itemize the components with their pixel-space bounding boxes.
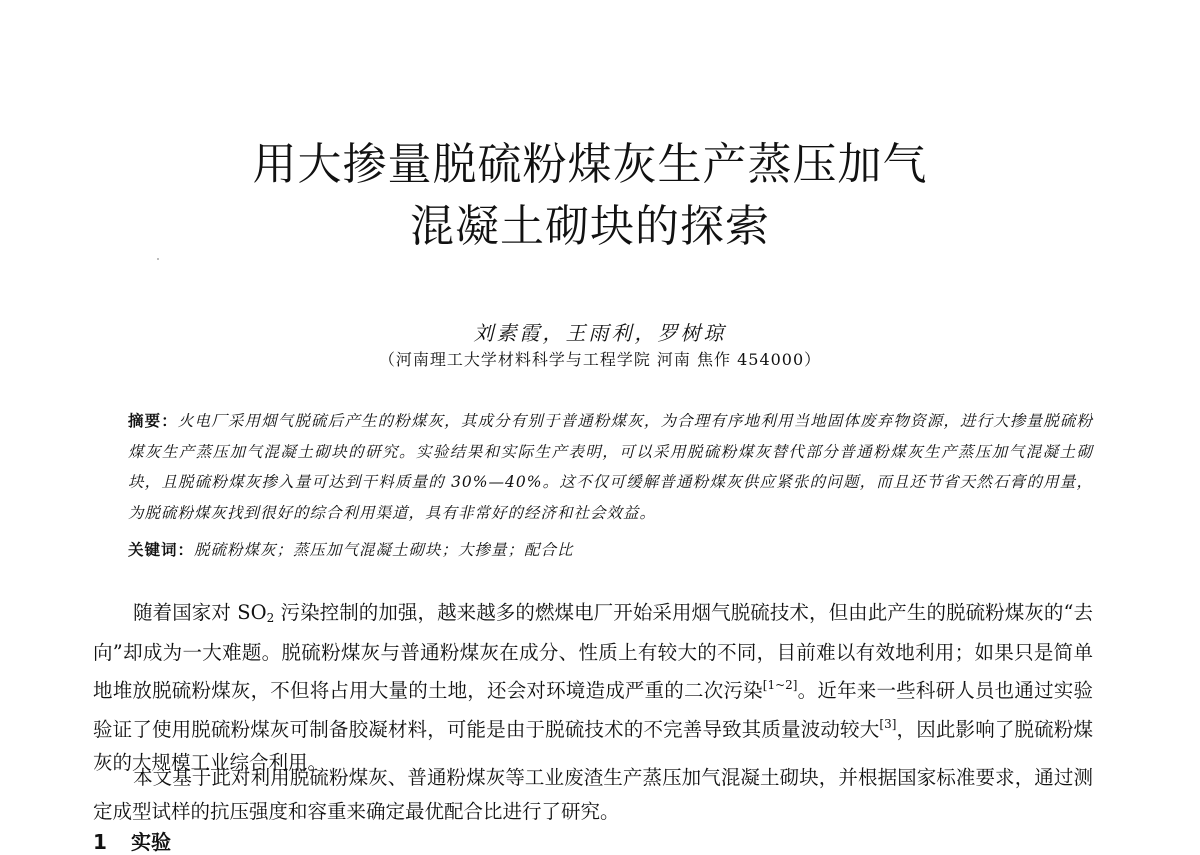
para1-text-1: 随着国家对 SO — [133, 601, 267, 624]
para1-subscript: 2 — [266, 611, 275, 625]
citation-1-2: [1~2] — [762, 678, 798, 692]
abstract-label: 摘要： — [128, 411, 178, 430]
keywords-label: 关键词： — [128, 540, 195, 559]
scan-speck — [157, 258, 159, 260]
affiliation: （河南理工大学材料科学与工程学院 河南 焦作 454000） — [378, 350, 822, 369]
abstract — [128, 406, 1093, 528]
section-number: 1 — [93, 830, 107, 854]
para1-text-3: 。近年来一些科研人员也通过实验验证了使用脱硫粉煤灰可制备胶凝材料，可能是由于脱硫技术的不完善导致其质量波动较大 — [93, 679, 1093, 741]
para1-text-4: ，因此影响了脱硫粉煤灰的大规模工业综合利用。 — [93, 717, 1093, 774]
keywords-text: 脱硫粉煤灰；蒸压加气混凝土砌块；大掺量；配合比 — [194, 541, 574, 559]
author-list: 刘素霞，王雨利，罗树琼 — [473, 321, 727, 345]
section-title: 实验 — [131, 830, 171, 854]
paper-title-line-1: 用大掺量脱硫粉煤灰生产蒸压加气 — [252, 139, 928, 190]
keywords — [128, 538, 1093, 560]
paper-title-line-2: 混凝土砌块的探索 — [410, 201, 770, 252]
para1-text-2: 污染控制的加强，越来越多的燃煤电厂开始采用烟气脱硫技术，但由此产生的脱硫粉煤灰的“去向”却成为一大难题。脱硫粉煤灰与普通粉煤灰在成分、性质上有较大的不同，目前难以有效地利用；如果只是简单地堆放脱硫粉煤灰，不但将占用大量的土地，还会对环境造成严重的二次污染 — [93, 601, 1094, 702]
para2-text: 本文基于此对利用脱硫粉煤灰、普通粉煤灰等工业废渣生产蒸压加气混凝土砌块，并根据国家标准要求，通过测定成型试样的抗压强度和容重来确定最优配合比进行了研究。 — [93, 766, 1093, 823]
section-heading — [93, 826, 171, 855]
citation-3: [3] — [879, 716, 897, 731]
body-paragraph-2 — [93, 761, 1093, 828]
body-paragraph-1 — [93, 596, 1093, 780]
abstract-text: 火电厂采用烟气脱硫后产生的粉煤灰，其成分有别于普通粉煤灰，为合理有序地利用当地固体废弃物资源，进行大掺量脱硫粉煤灰生产蒸压加气混凝土砌块的研究。实验结果和实际生产表明，可以采用脱硫粉煤灰替代部分普通粉煤灰生产蒸压加气混凝土砌块，且脱硫粉煤灰掺入量可达到干料质量的 30%—40%。这不仅可缓解普通粉煤灰供应紧张的问题，而且还节省天然石膏的用量，为脱硫粉煤灰找到很好的综合利用渠道，具有非常好的经济和社会效益。 — [128, 412, 1093, 522]
